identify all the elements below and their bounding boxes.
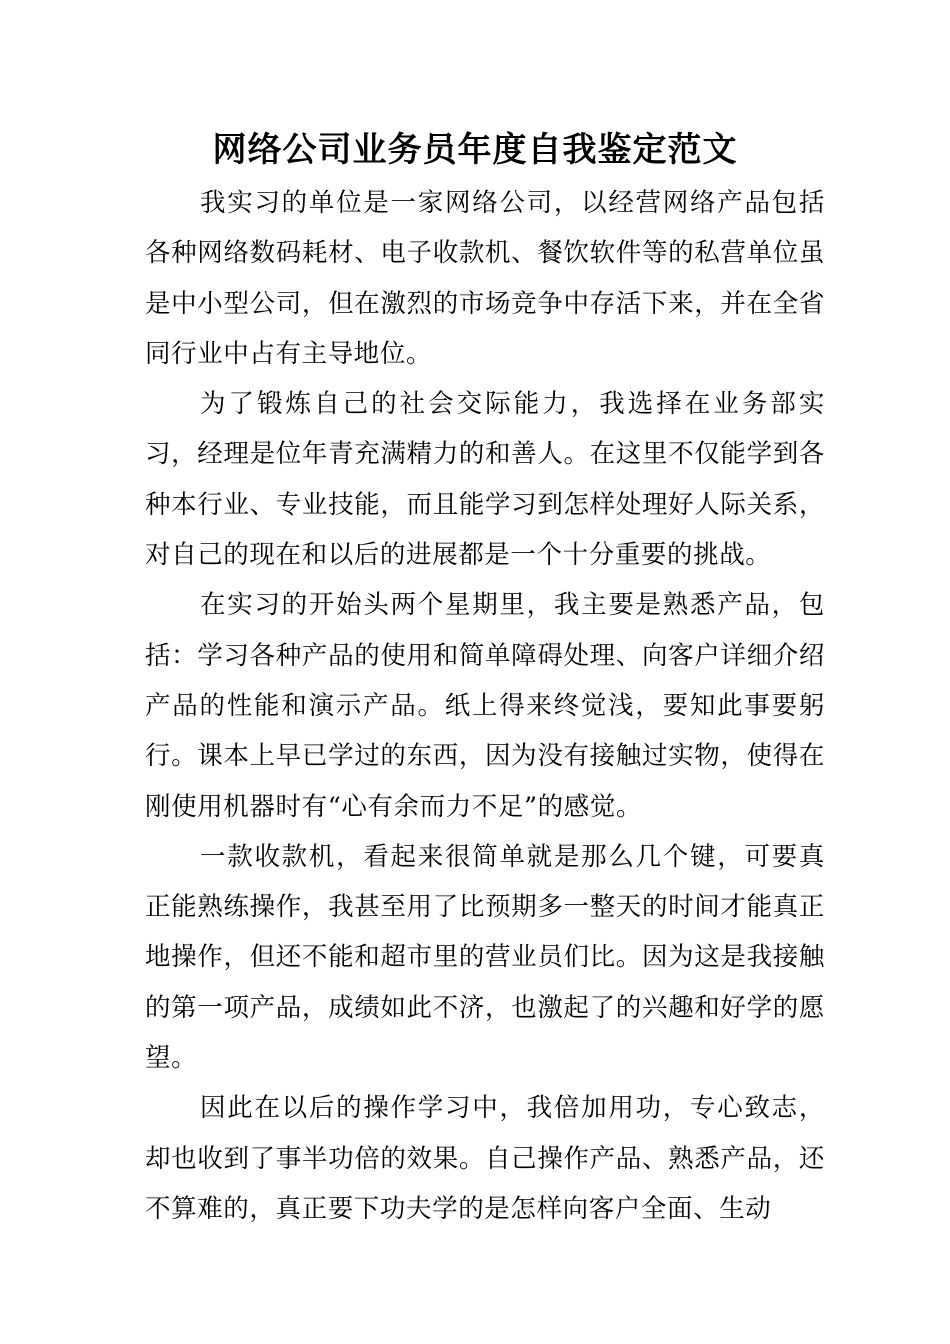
document-body — [145, 178, 825, 1234]
document-title: 网络公司业务员年度自我鉴定范文 — [212, 130, 738, 170]
paragraph-5: 因此在以后的操作学习中，我倍加用功，专心致志，却也收到了事半功倍的效果。自己操作产品、熟悉产品，还不算难的，真正要下功夫学的是怎样向客户全面、生动 — [145, 1093, 825, 1224]
paragraph-2: 为了锻炼自己的社会交际能力，我选择在业务部实习，经理是位年青充满精力的和善人。在这里不仅能学到各种本行业、专业技能，而且能学习到怎样处理好人际关系，对自己的现在和以后的进展都是一个十分重要的挑战。 — [145, 389, 825, 571]
paragraph-1: 我实习的单位是一家网络公司，以经营网络产品包括各种网络数码耗材、电子收款机、餐饮软件等的私营单位虽是中小型公司，但在激烈的市场竞争中存活下来，并在全省同行业中占有主导地位。 — [145, 188, 825, 369]
paragraph-3: 在实习的开始头两个星期里，我主要是熟悉产品，包括：学习各种产品的使用和简单障碍处理、向客户详细介绍产品的性能和演示产品。纸上得来终觉浅，要知此事要躬行。课本上早已学过的东西，因为没有接触过实物，使得在刚使用机器时有“心有余而力不足”的感觉。 — [145, 590, 825, 822]
paragraph-4: 一款收款机，看起来很简单就是那么几个键，可要真正能熟练操作，我甚至用了比预期多一整天的时间才能真正地操作，但还不能和超市里的营业员们比。因为这是我接触的第一项产品，成绩如此不济，也激起了的兴趣和好学的愿望。 — [145, 841, 825, 1074]
